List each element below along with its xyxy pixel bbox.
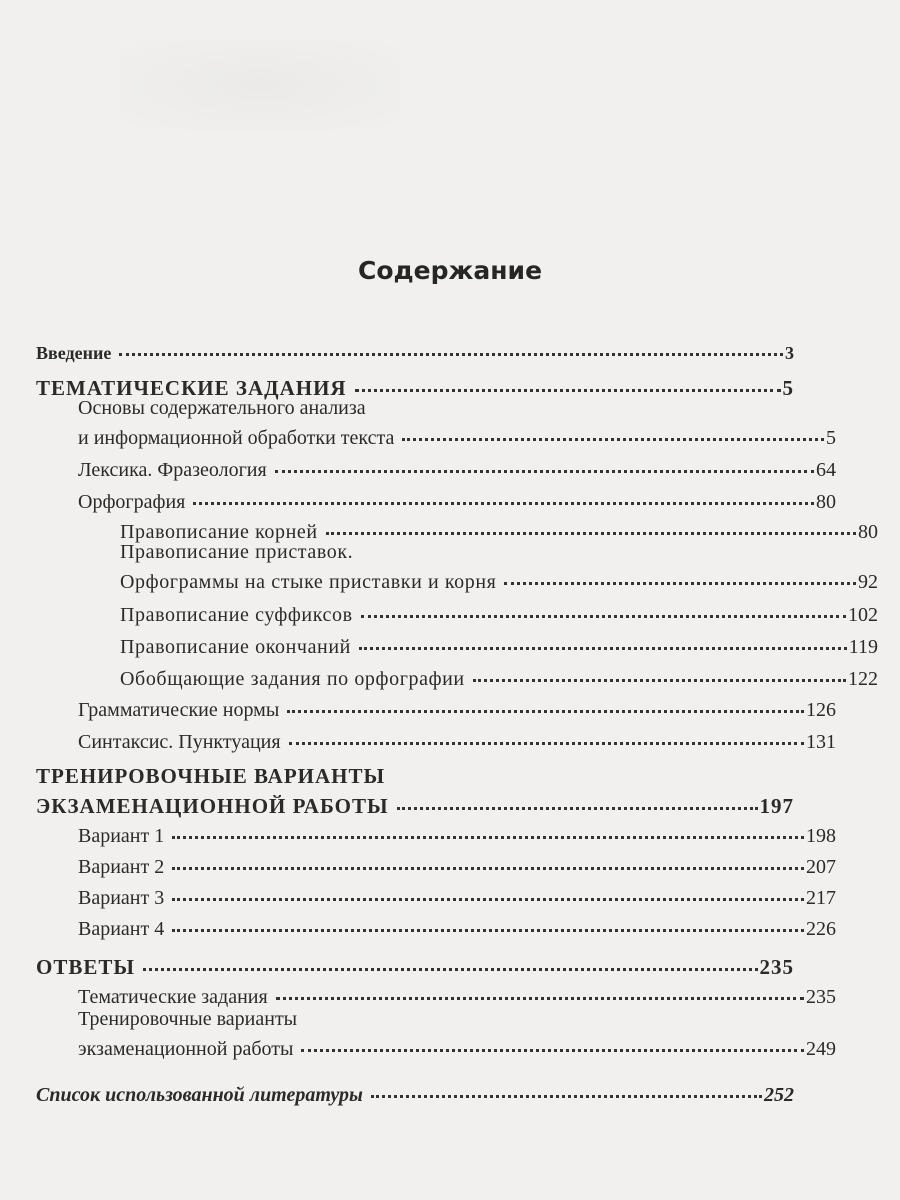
toc-entry-page-number: 235: [806, 986, 836, 1008]
toc-entry-page-number: 217: [806, 887, 836, 909]
toc-entry: [36, 695, 836, 725]
toc-entry-label: Вариант 4: [78, 918, 165, 940]
toc-entry: [36, 727, 836, 757]
dot-leader: [355, 388, 781, 392]
toc-entry-label-first-line: Правописание приставок.: [120, 541, 354, 563]
toc-entry: [36, 632, 878, 662]
toc-entry-page-number: 226: [806, 918, 836, 940]
toc-entry-label: ОТВЕТЫ: [36, 955, 135, 979]
toc-entry-label: Вариант 1: [78, 825, 165, 847]
toc-entry-row: [78, 487, 836, 517]
toc-entry-page-number: 252: [764, 1084, 794, 1106]
dot-leader: [361, 614, 846, 618]
toc-entry-label: Вариант 2: [78, 856, 165, 878]
toc-entry-row: [78, 821, 836, 851]
toc-entry-page-number: 5: [782, 376, 794, 400]
toc-entry-page-number: 102: [848, 604, 878, 626]
toc-entry-label: и информационной обработки текста: [78, 427, 395, 449]
toc-entry-page-number: 197: [759, 794, 794, 818]
toc-entry-label: Правописание корней: [120, 521, 318, 543]
toc-entry-page-number: 198: [806, 825, 836, 847]
toc-entry-label-first-line: Тренировочные варианты: [78, 1008, 298, 1030]
toc-entry: [36, 338, 794, 368]
toc-entry-label: Тематические задания: [78, 986, 268, 1008]
dot-leader: [402, 437, 824, 441]
toc-entry-page-number: 80: [858, 521, 878, 543]
toc-entry-label-first-line: Основы содержательного анализа: [78, 397, 366, 419]
toc-entry-row: [78, 852, 836, 882]
toc-entry-label: Список использованной литературы: [36, 1084, 363, 1106]
toc-entry-page-number: 131: [806, 731, 836, 753]
toc-entry-row: [120, 632, 878, 662]
dot-leader: [289, 741, 804, 745]
toc-entry-row: [78, 423, 836, 453]
toc-entry-page-number: 235: [759, 955, 794, 979]
dot-leader: [287, 709, 804, 713]
toc-entry-page-number: 3: [785, 343, 794, 363]
page-title: Содержание: [357, 256, 543, 285]
toc-entry: [36, 821, 836, 851]
dot-leader: [301, 1048, 804, 1052]
toc-entry-label: Орфограммы на стыке приставки и корня: [120, 571, 497, 593]
toc-entry-row: [36, 338, 794, 368]
dot-leader: [172, 866, 804, 870]
toc-entry-row: [78, 883, 836, 913]
toc-entry-label: Правописание окончаний: [120, 636, 351, 658]
toc-entry: [36, 883, 836, 913]
toc-entry-row: [120, 600, 878, 630]
toc-entry-row: [120, 664, 878, 694]
toc-entry-label: Вариант 3: [78, 887, 165, 909]
dot-leader: [172, 897, 804, 901]
dot-leader: [397, 806, 758, 810]
toc-entry-page-number: 122: [848, 668, 878, 690]
toc-entry-label: экзаменационной работы: [78, 1038, 294, 1060]
toc-entry-label: Орфография: [78, 491, 186, 513]
paper-show-through: [120, 40, 400, 130]
toc-entry: [36, 664, 878, 694]
dot-leader: [359, 646, 847, 650]
toc-entry-row: [36, 952, 794, 982]
dot-leader: [276, 996, 804, 1000]
toc-entry-row: [78, 1034, 836, 1064]
toc-entry-page-number: 80: [816, 491, 836, 513]
toc-entry: [36, 1004, 836, 1064]
toc-entry-page-number: 64: [816, 459, 836, 481]
toc-entry: [36, 914, 836, 944]
toc-entry-row: [78, 455, 836, 485]
toc-entry: [36, 1080, 794, 1110]
toc-entry: [36, 537, 878, 597]
toc-entry-label: Синтаксис. Пунктуация: [78, 731, 281, 753]
toc-entry-label: ЭКЗАМЕНАЦИОННОЙ РАБОТЫ: [36, 794, 389, 818]
dot-leader: [119, 352, 783, 356]
dot-leader: [193, 501, 814, 505]
toc-entry-label-first-line: ТРЕНИРОВОЧНЫЕ ВАРИАНТЫ: [36, 764, 386, 788]
toc-entry-page-number: 92: [858, 571, 878, 593]
toc-entry-row: [120, 567, 878, 597]
toc-entry: [36, 600, 878, 630]
dot-leader: [275, 469, 814, 473]
toc-entry-label: Правописание суффиксов: [120, 604, 353, 626]
toc-entry-page-number: 249: [806, 1038, 836, 1060]
toc-entry-row: [78, 727, 836, 757]
dot-leader: [172, 835, 804, 839]
toc-entry-label: Лексика. Фразеология: [78, 459, 267, 481]
toc-entry-label: Обобщающие задания по орфографии: [120, 668, 465, 690]
dot-leader: [143, 967, 758, 971]
toc-entry: [36, 852, 836, 882]
dot-leader: [371, 1094, 762, 1098]
toc-entry: [36, 761, 794, 821]
toc-entry-page-number: 5: [826, 427, 836, 449]
toc-entry-label: ТЕМАТИЧЕСКИЕ ЗАДАНИЯ: [36, 376, 347, 400]
toc-entry: [36, 393, 836, 453]
dot-leader: [473, 678, 846, 682]
toc-entry-row: [36, 1080, 794, 1110]
toc-entry: [36, 455, 836, 485]
dot-leader: [504, 581, 856, 585]
toc-entry-row: [78, 695, 836, 725]
toc-entry-row: [36, 791, 794, 821]
dot-leader: [172, 928, 804, 932]
toc-entry-page-number: 207: [806, 856, 836, 878]
toc-entry-page-number: 126: [806, 699, 836, 721]
toc-entry-page-number: 119: [848, 636, 878, 658]
toc-entry-row: [78, 914, 836, 944]
toc-entry-label: Грамматические нормы: [78, 699, 280, 721]
toc-entry: [36, 487, 836, 517]
toc-entry: [36, 952, 794, 982]
dot-leader: [326, 531, 856, 535]
toc-entry-label: Введение: [36, 343, 112, 363]
